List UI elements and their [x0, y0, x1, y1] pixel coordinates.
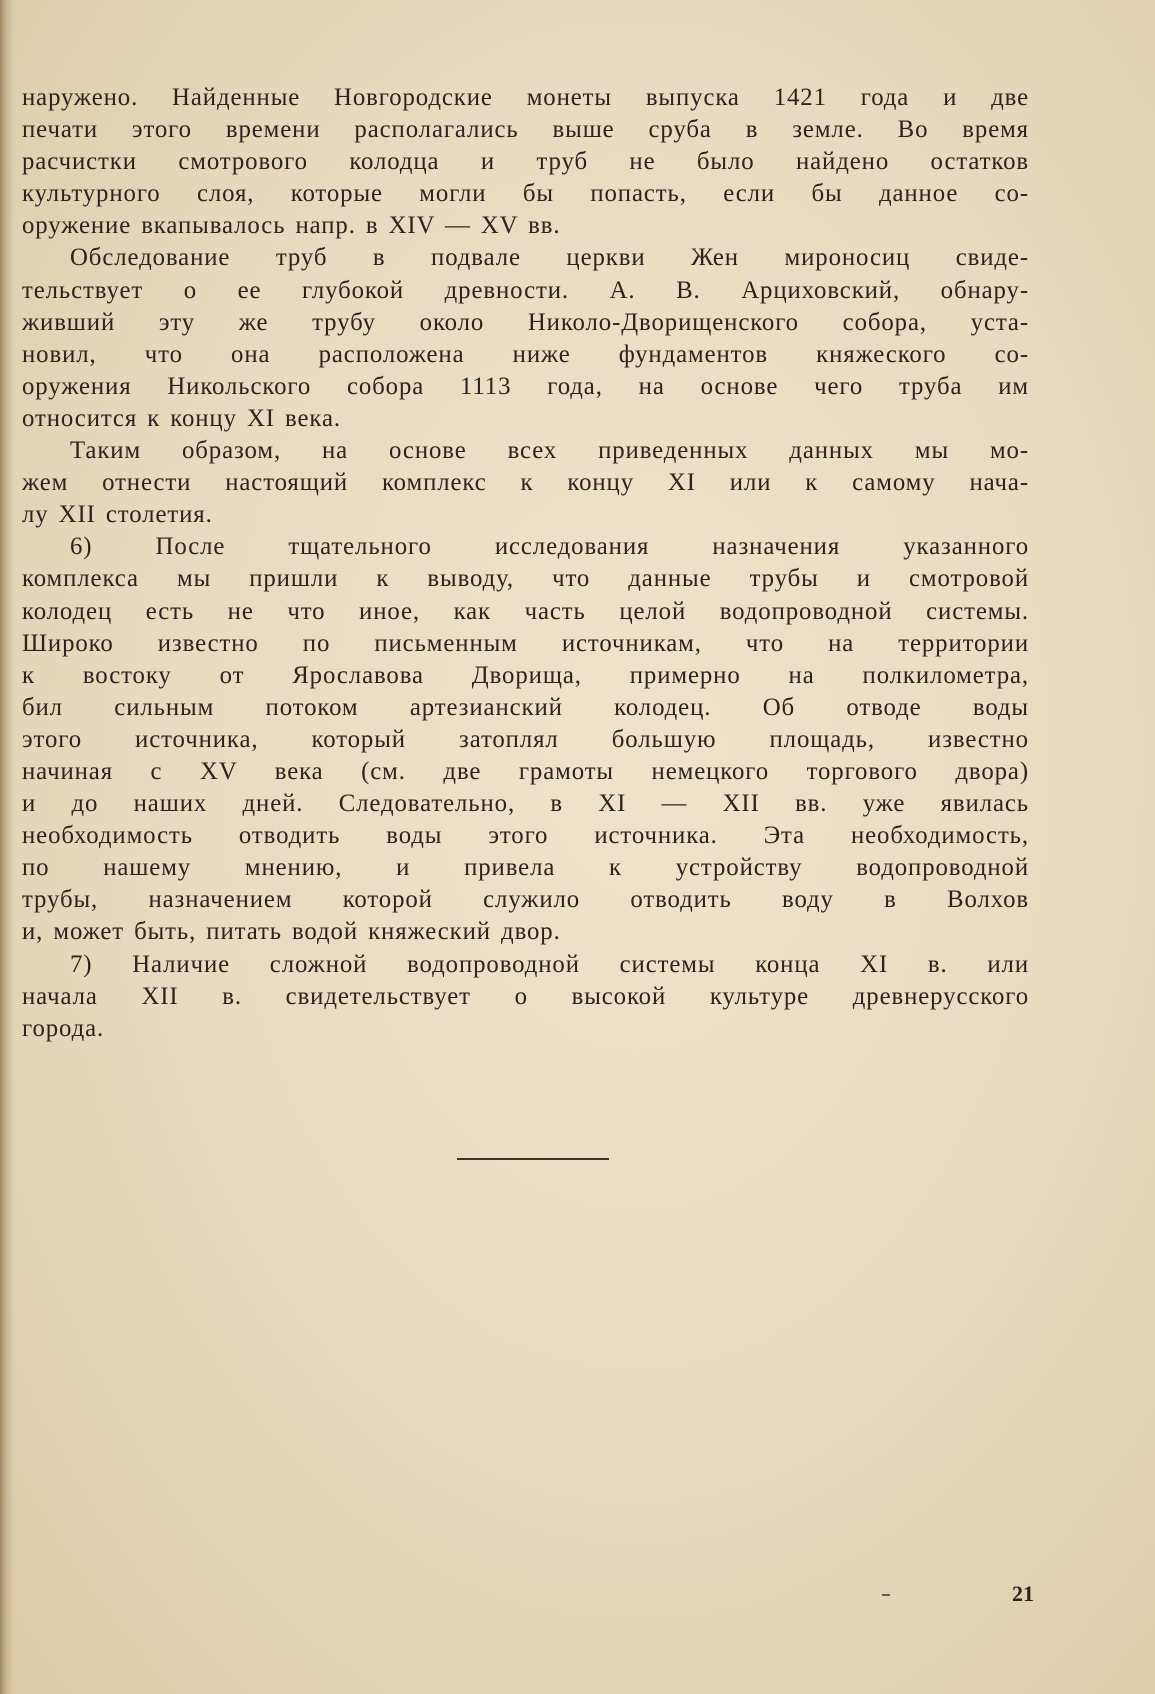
- body-text: [22, 82, 1029, 1045]
- section-divider-rule: [457, 1158, 609, 1160]
- text-line: бил сильным потоком артезианский колодец. Об отводе воды: [22, 693, 1029, 721]
- text-line: колодец есть не что иное, как часть целой водопроводной системы.: [22, 597, 1029, 625]
- text-line: трубы, назначением которой служило отводить воду в Волхов: [22, 886, 1029, 914]
- text-line: этого источника, который затоплял большую площадь, известно: [22, 725, 1029, 753]
- text-line: живший эту же трубу около Николо-Дворищенского собора, уста-: [22, 308, 1029, 336]
- text-line: и, может быть, питать водой княжеский двор.: [22, 918, 561, 946]
- text-line: оружения Никольского собора 1113 года, на основе чего труба им: [22, 372, 1029, 400]
- text-line: оружение вкапывалось напр. в XIV — XV вв.: [22, 212, 561, 240]
- text-line: жем отнести настоящий комплекс к концу XI или к самому нача-: [22, 469, 1029, 497]
- page-number: 21: [1012, 1581, 1034, 1606]
- text-line: относится к концу XI века.: [22, 404, 342, 432]
- text-line: 6) После тщательного исследования назначения указанного: [70, 533, 1029, 561]
- text-line: по нашему мнению, и привела к устройству водопроводной: [22, 854, 1029, 882]
- text-line: необходимость отводить воды этого источника. Эта необходимость,: [22, 822, 1029, 850]
- text-line: и до наших дней. Следовательно, в XI — XII вв. уже явилась: [22, 790, 1029, 818]
- text-line: комплекса мы пришли к выводу, что данные трубы и смотровой: [22, 565, 1029, 593]
- text-line: Обследование труб в подвале церкви Жен мироносиц свиде-: [70, 244, 1029, 272]
- text-line: лу XII столетия.: [22, 501, 213, 529]
- print-mark: [882, 1594, 890, 1596]
- text-line: начала XII в. свидетельствует о высокой культуре древнерусского: [22, 982, 1029, 1010]
- text-line: начиная с XV века (см. две грамоты немецкого торгового двора): [22, 757, 1029, 785]
- text-line: города.: [22, 1014, 105, 1042]
- text-line: культурного слоя, которые могли бы попасть, если бы данное со-: [22, 180, 1029, 208]
- text-line: тельствует о ее глубокой древности. А. В. Арциховский, обнару-: [22, 276, 1029, 304]
- page-binding-edge: [0, 0, 14, 1694]
- text-line: расчистки смотрового колодца и труб не было найдено остатков: [22, 148, 1029, 176]
- text-line: Широко известно по письменным источникам, что на территории: [22, 629, 1029, 657]
- text-line: наружено. Найденные Новгородские монеты выпуска 1421 года и две: [22, 84, 1029, 111]
- text-line: к востоку от Ярославова Дворища, примерно на полкилометра,: [22, 661, 1029, 689]
- text-line: 7) Наличие сложной водопроводной системы конца XI в. или: [70, 950, 1029, 978]
- text-line: печати этого времени располагались выше сруба в земле. Во время: [22, 116, 1029, 144]
- text-line: новил, что она расположена ниже фундаментов княжеского со-: [22, 340, 1029, 368]
- text-line: Таким образом, на основе всех приведенных данных мы мо-: [70, 437, 1029, 465]
